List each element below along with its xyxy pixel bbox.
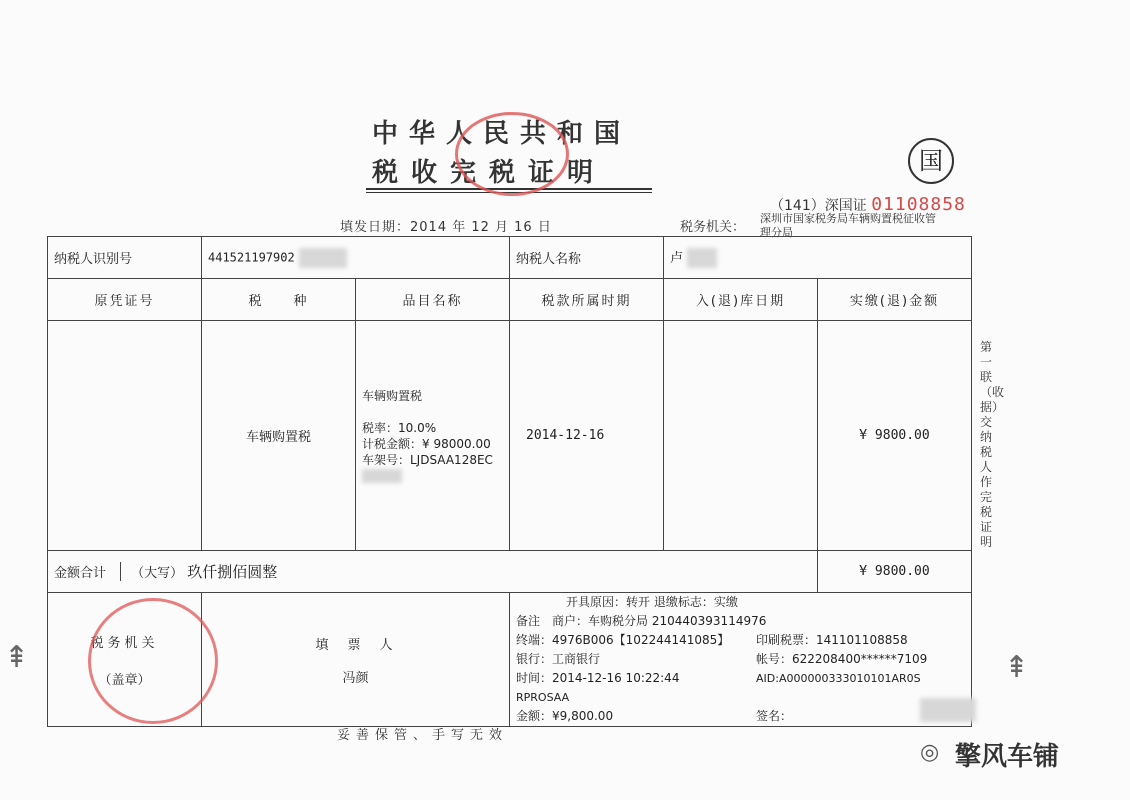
aid: AID:A000000333010101AR0S RPROSAA bbox=[516, 672, 921, 704]
time-line bbox=[516, 669, 965, 707]
voucher-cell bbox=[48, 321, 202, 551]
wechat-icon: ◎ bbox=[920, 740, 940, 765]
print-ticket: 印刷税票：141101108858 bbox=[756, 633, 908, 647]
certificate-code-prefix: （141）深国证 bbox=[770, 198, 867, 214]
bank-line bbox=[516, 650, 965, 669]
amount-cell: ¥ 9800.00 bbox=[818, 321, 972, 551]
north-arrow-icon: ⇞ bbox=[1004, 650, 1030, 685]
frame-number bbox=[362, 452, 503, 484]
total-label: 金额合计 bbox=[54, 562, 121, 581]
total-row bbox=[48, 551, 972, 593]
caps-value: 玖仟捌佰圆整 bbox=[187, 563, 278, 581]
tax-office-label: 税务机关 bbox=[90, 635, 159, 651]
certificate-number: 01108858 bbox=[871, 194, 966, 215]
redacted-id bbox=[299, 248, 347, 268]
terminal-line bbox=[516, 631, 965, 650]
total-amount-cell: ¥ 9800.00 bbox=[818, 551, 972, 593]
total-caps-cell bbox=[48, 551, 818, 593]
col-tax-type: 税 种 bbox=[202, 279, 356, 321]
taxpayer-name-cell bbox=[664, 237, 972, 279]
remarks-label: 备注 bbox=[516, 614, 541, 628]
watermark: 擎风车铺 bbox=[955, 742, 1060, 772]
tax-detail-row bbox=[48, 321, 972, 551]
filler-name: 冯颜 bbox=[342, 670, 369, 686]
sign-label: 签名： bbox=[756, 709, 793, 723]
col-item-name: 品目名称 bbox=[356, 279, 510, 321]
taxpayer-name-label: 纳税人名称 bbox=[510, 237, 664, 279]
remarks-header: 开具原因：转开 退缴标志：实缴 bbox=[566, 595, 738, 609]
merchant bbox=[516, 612, 965, 631]
bottom-note: 妥善保管、手写无效 bbox=[337, 728, 509, 743]
taxpayer-name-value: 卢 bbox=[670, 250, 684, 266]
col-voucher: 原凭证号 bbox=[48, 279, 202, 321]
merchant-value: 商户：车购税分局 210440393114976 bbox=[552, 614, 767, 628]
tax-type-cell: 车辆购置税 bbox=[202, 321, 356, 551]
document-title-line1: 中华人民共和国 bbox=[372, 119, 632, 149]
redacted-frame bbox=[362, 469, 402, 483]
issue-date: 填发日期：2014 年 12 月 16 日 bbox=[340, 220, 552, 235]
account: 帐号：622208400******7109 bbox=[756, 652, 928, 666]
redacted-signature bbox=[920, 698, 976, 722]
tax-office-round-seal bbox=[88, 598, 218, 724]
item-name-cell bbox=[356, 321, 510, 551]
warehouse-date-cell bbox=[664, 321, 818, 551]
taxpayer-id-cell bbox=[202, 237, 510, 279]
col-amount: 实缴(退)金额 bbox=[818, 279, 972, 321]
item-name: 车辆购置税 bbox=[362, 388, 423, 403]
national-tax-emblem: 国 bbox=[908, 138, 954, 184]
col-warehouse-date: 入(退)库日期 bbox=[664, 279, 818, 321]
redacted-name bbox=[687, 248, 717, 268]
column-header-row bbox=[48, 279, 972, 321]
filler-label: 填 票 人 bbox=[315, 637, 396, 653]
col-period: 税款所属时期 bbox=[510, 279, 664, 321]
taxpayer-row bbox=[48, 237, 972, 279]
period-cell: 2014-12-16 bbox=[510, 321, 664, 551]
bank: 银行：工商银行 bbox=[516, 652, 601, 666]
tax-rate: 税率：10.0% bbox=[362, 420, 437, 435]
amount-line bbox=[516, 707, 965, 726]
terminal: 终端：4976B006【102244141085】 bbox=[516, 633, 730, 647]
north-arrow-icon: ⇞ bbox=[4, 640, 30, 675]
seal-note: （盖章） bbox=[98, 672, 151, 688]
taxpayer-id-label: 纳税人识别号 bbox=[48, 237, 202, 279]
taxpayer-id-value: 441521197902 bbox=[208, 250, 295, 264]
document-title-line2: 税收完税证明 bbox=[372, 158, 607, 188]
frame-number-value: 车架号：LJDSAA128EC bbox=[362, 452, 493, 467]
filler-cell bbox=[202, 593, 510, 727]
copy-side-note: 第一联（收据）交纳税人作完税证明 bbox=[980, 340, 1005, 549]
authority-label: 税务机关： bbox=[680, 220, 746, 235]
remarks-cell bbox=[510, 593, 972, 727]
tax-authority: 深圳市国家税务局车辆购置税征收管理分局 bbox=[760, 212, 936, 239]
taxable-amount: 计税金额：¥ 98000.00 bbox=[362, 436, 491, 451]
tax-oval-stamp bbox=[455, 112, 569, 196]
caps-label: （大写） bbox=[131, 566, 184, 581]
time: 时间：2014-12-16 10:22:44 bbox=[516, 671, 680, 685]
footer-amount: 金额：¥9,800.00 bbox=[516, 709, 614, 723]
